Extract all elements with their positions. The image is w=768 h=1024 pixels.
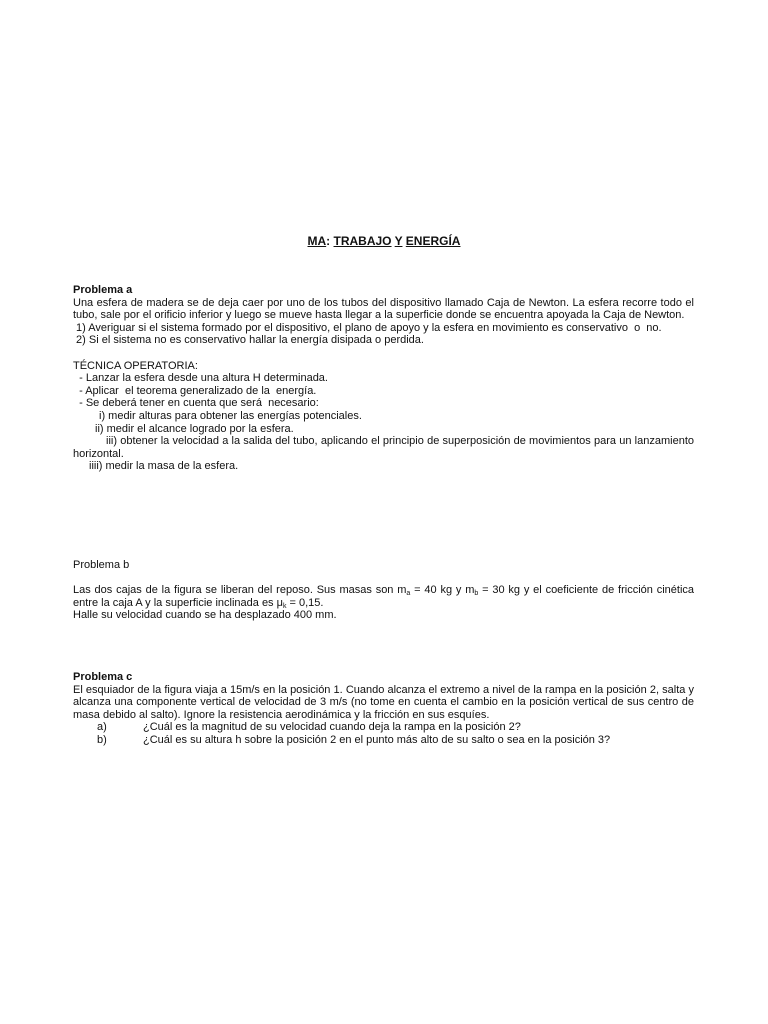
tecnica-substep-3: iii) obtener la velocidad a la salida del tubo, aplicando el principio de superposición de movimientos para un lanzamiento horizontal. [73, 435, 694, 460]
problema-b-section [73, 559, 694, 622]
title-word-2: Y [394, 234, 403, 248]
title-word-3: ENERGÍA [405, 234, 461, 248]
problema-c-body: El esquiador de la figura viaja a 15m/s en la posición 1. Cuando alcanza el extremo a nivel de la rampa en la posición 2, salta y alcanza una componente vertical de velocidad de 3 m/s (no tome en cuenta el cambio en la posición vertical de sus centro de masa debido al salto). Ignore la resistencia aerodinámica y la fricción en sus esquíes. [73, 683, 694, 721]
title-prefix: MA [307, 234, 327, 248]
tecnica-substep-4: iiii) medir la masa de la esfera. [89, 460, 239, 473]
item-label: b) [97, 733, 107, 746]
tecnica-substep-2: ii) medir el alcance logrado por la esfera. [95, 422, 294, 435]
tecnica-step-1: - Lanzar la esfera desde una altura H determinada. [73, 372, 328, 385]
title-colon: : [326, 234, 331, 248]
subscript-k: k [282, 602, 287, 610]
subscript-a: a [406, 590, 411, 598]
problema-c-heading: Problema c [73, 671, 133, 683]
page-title [0, 235, 768, 248]
problema-b-heading: Problema b [73, 559, 130, 571]
problema-c-section [73, 671, 694, 747]
problema-a-question-1: 1) Averiguar si el sistema formado por el dispositivo, el plano de apoyo y la esfera en movimiento es conservativo o no. [73, 321, 662, 334]
problema-b-text-1: Las dos cajas de la figura se liberan del reposo. Sus masas son m [73, 584, 407, 597]
problema-b-text-4: = 0,15. [286, 596, 324, 609]
problema-a-intro: Una esfera de madera se de deja caer por uno de los tubos del dispositivo llamado Caja de Newton. La esfera recorre todo el tubo, sale por el orificio inferior y luego se mueve hasta llegar a la superficie donde se encuentra apoyada la Caja de Newton. [73, 296, 694, 322]
tecnica-substep-1: i) medir alturas para obtener las energías potenciales. [99, 409, 362, 422]
problema-a-section [73, 284, 694, 473]
problema-b-paragraph [73, 584, 694, 609]
tecnica-step-2: - Aplicar el teorema generalizado de la energía. [73, 384, 317, 397]
item-text: ¿Cuál es la magnitud de su velocidad cuando deja la rampa en la posición 2? [143, 721, 521, 734]
tecnica-step-3: - Se deberá tener en cuenta que será necesario: [73, 397, 319, 410]
problema-a-question-2: 2) Si el sistema no es conservativo hallar la energía disipada o perdida. [73, 334, 424, 347]
problema-a-heading: Problema a [73, 284, 133, 296]
problema-c-item-a [73, 721, 694, 734]
problema-b-question: Halle su velocidad cuando se ha desplazado 400 mm. [73, 609, 337, 622]
problema-c-item-b [73, 734, 694, 747]
item-label: a) [97, 721, 107, 734]
title-word-1: TRABAJO [333, 234, 392, 248]
subscript-b: b [474, 590, 479, 598]
problema-b-text-2: = 40 kg y m [410, 584, 475, 597]
tecnica-heading: TÉCNICA OPERATORIA: [73, 359, 198, 372]
problema-b-text-3: = 30 kg y el coeficiente de fricción cinética entre la caja A y la superficie inclinada es μ [73, 584, 694, 609]
item-text: ¿Cuál es su altura h sobre la posición 2 en el punto más alto de su salto o sea en la posición 3? [143, 733, 611, 746]
